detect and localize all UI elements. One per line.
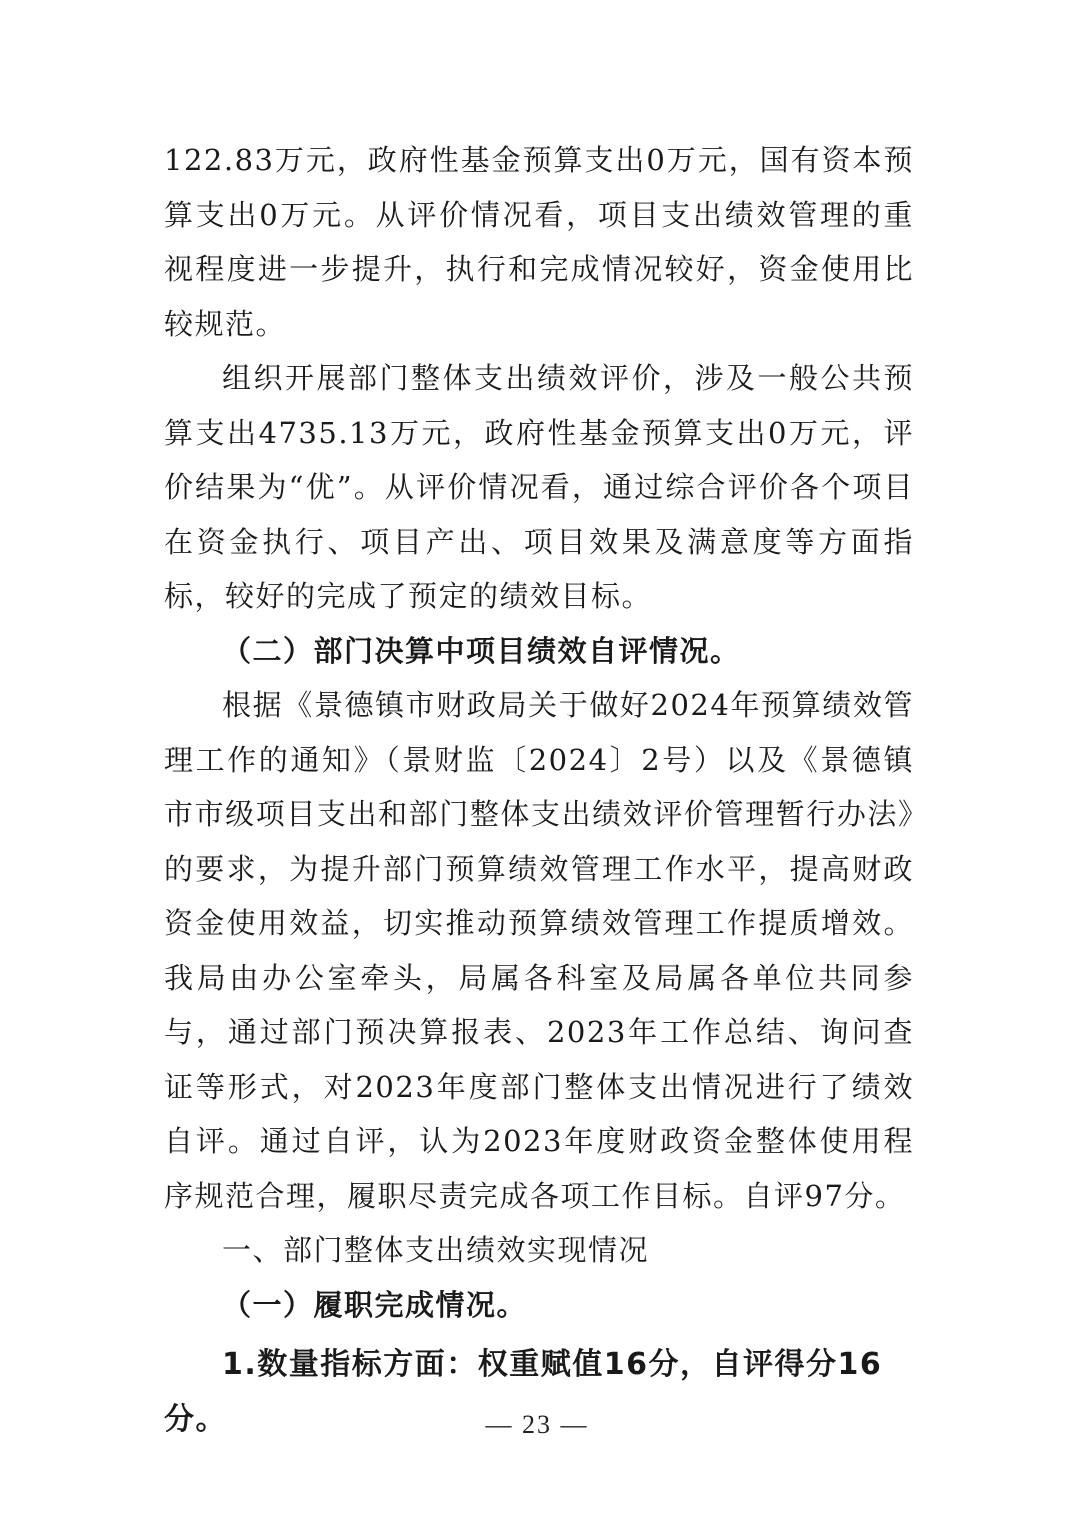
paragraph-self-evaluation-basis: 根据《景德镇市财政局关于做好2024年预算绩效管理工作的通知》（景财监〔2024〕2号）以及《景德镇市市级项目支出和部门整体支出绩效评价管理暂行办法》的要求，为提升部门预算绩效管理工作水平，提高财政资金使用效益，切实推动预算绩效管理工作提质增效。我局由办公室牵头，局属各科室及局属各单位共同参与，通过部门预决算报表、2023年工作总结、询问查证等形式，对2023年度部门整体支出情况进行了绩效自评。通过自评，认为2023年度财政资金整体使用程序规范合理，履职尽责完成各项工作目标。自评97分。 xyxy=(164,688,914,1213)
heading-performance-realization: 一、部门整体支出绩效实现情况 xyxy=(222,1233,650,1267)
page-number: — 23 — xyxy=(485,1410,589,1439)
paragraph-project-expenditure-summary: 122.83万元，政府性基金预算支出0万元，国有资本预算支出0万元。从评价情况看，项目支出绩效管理的重视程度进一步提升，执行和完成情况较好，资金使用比较规范。 xyxy=(164,143,914,341)
heading-duty-completion: （一）履职完成情况。 xyxy=(222,1287,528,1322)
heading-project-self-evaluation: （二）部门决算中项目绩效自评情况。 xyxy=(222,633,741,668)
heading-quantity-indicator: 1.数量指标方面：权重赋值16分，自评得分16分。 xyxy=(164,1347,883,1437)
paragraph-department-overall-evaluation: 组织开展部门整体支出绩效评价，涉及一般公共预算支出4735.13万元，政府性基金预算支出0万元，评价结果为“优”。从评价情况看，通过综合评价各个项目在资金执行、项目产出、项目效果及满意度等方面指标，较好的完成了预定的绩效目标。 xyxy=(164,361,914,613)
page-body xyxy=(164,133,914,1447)
